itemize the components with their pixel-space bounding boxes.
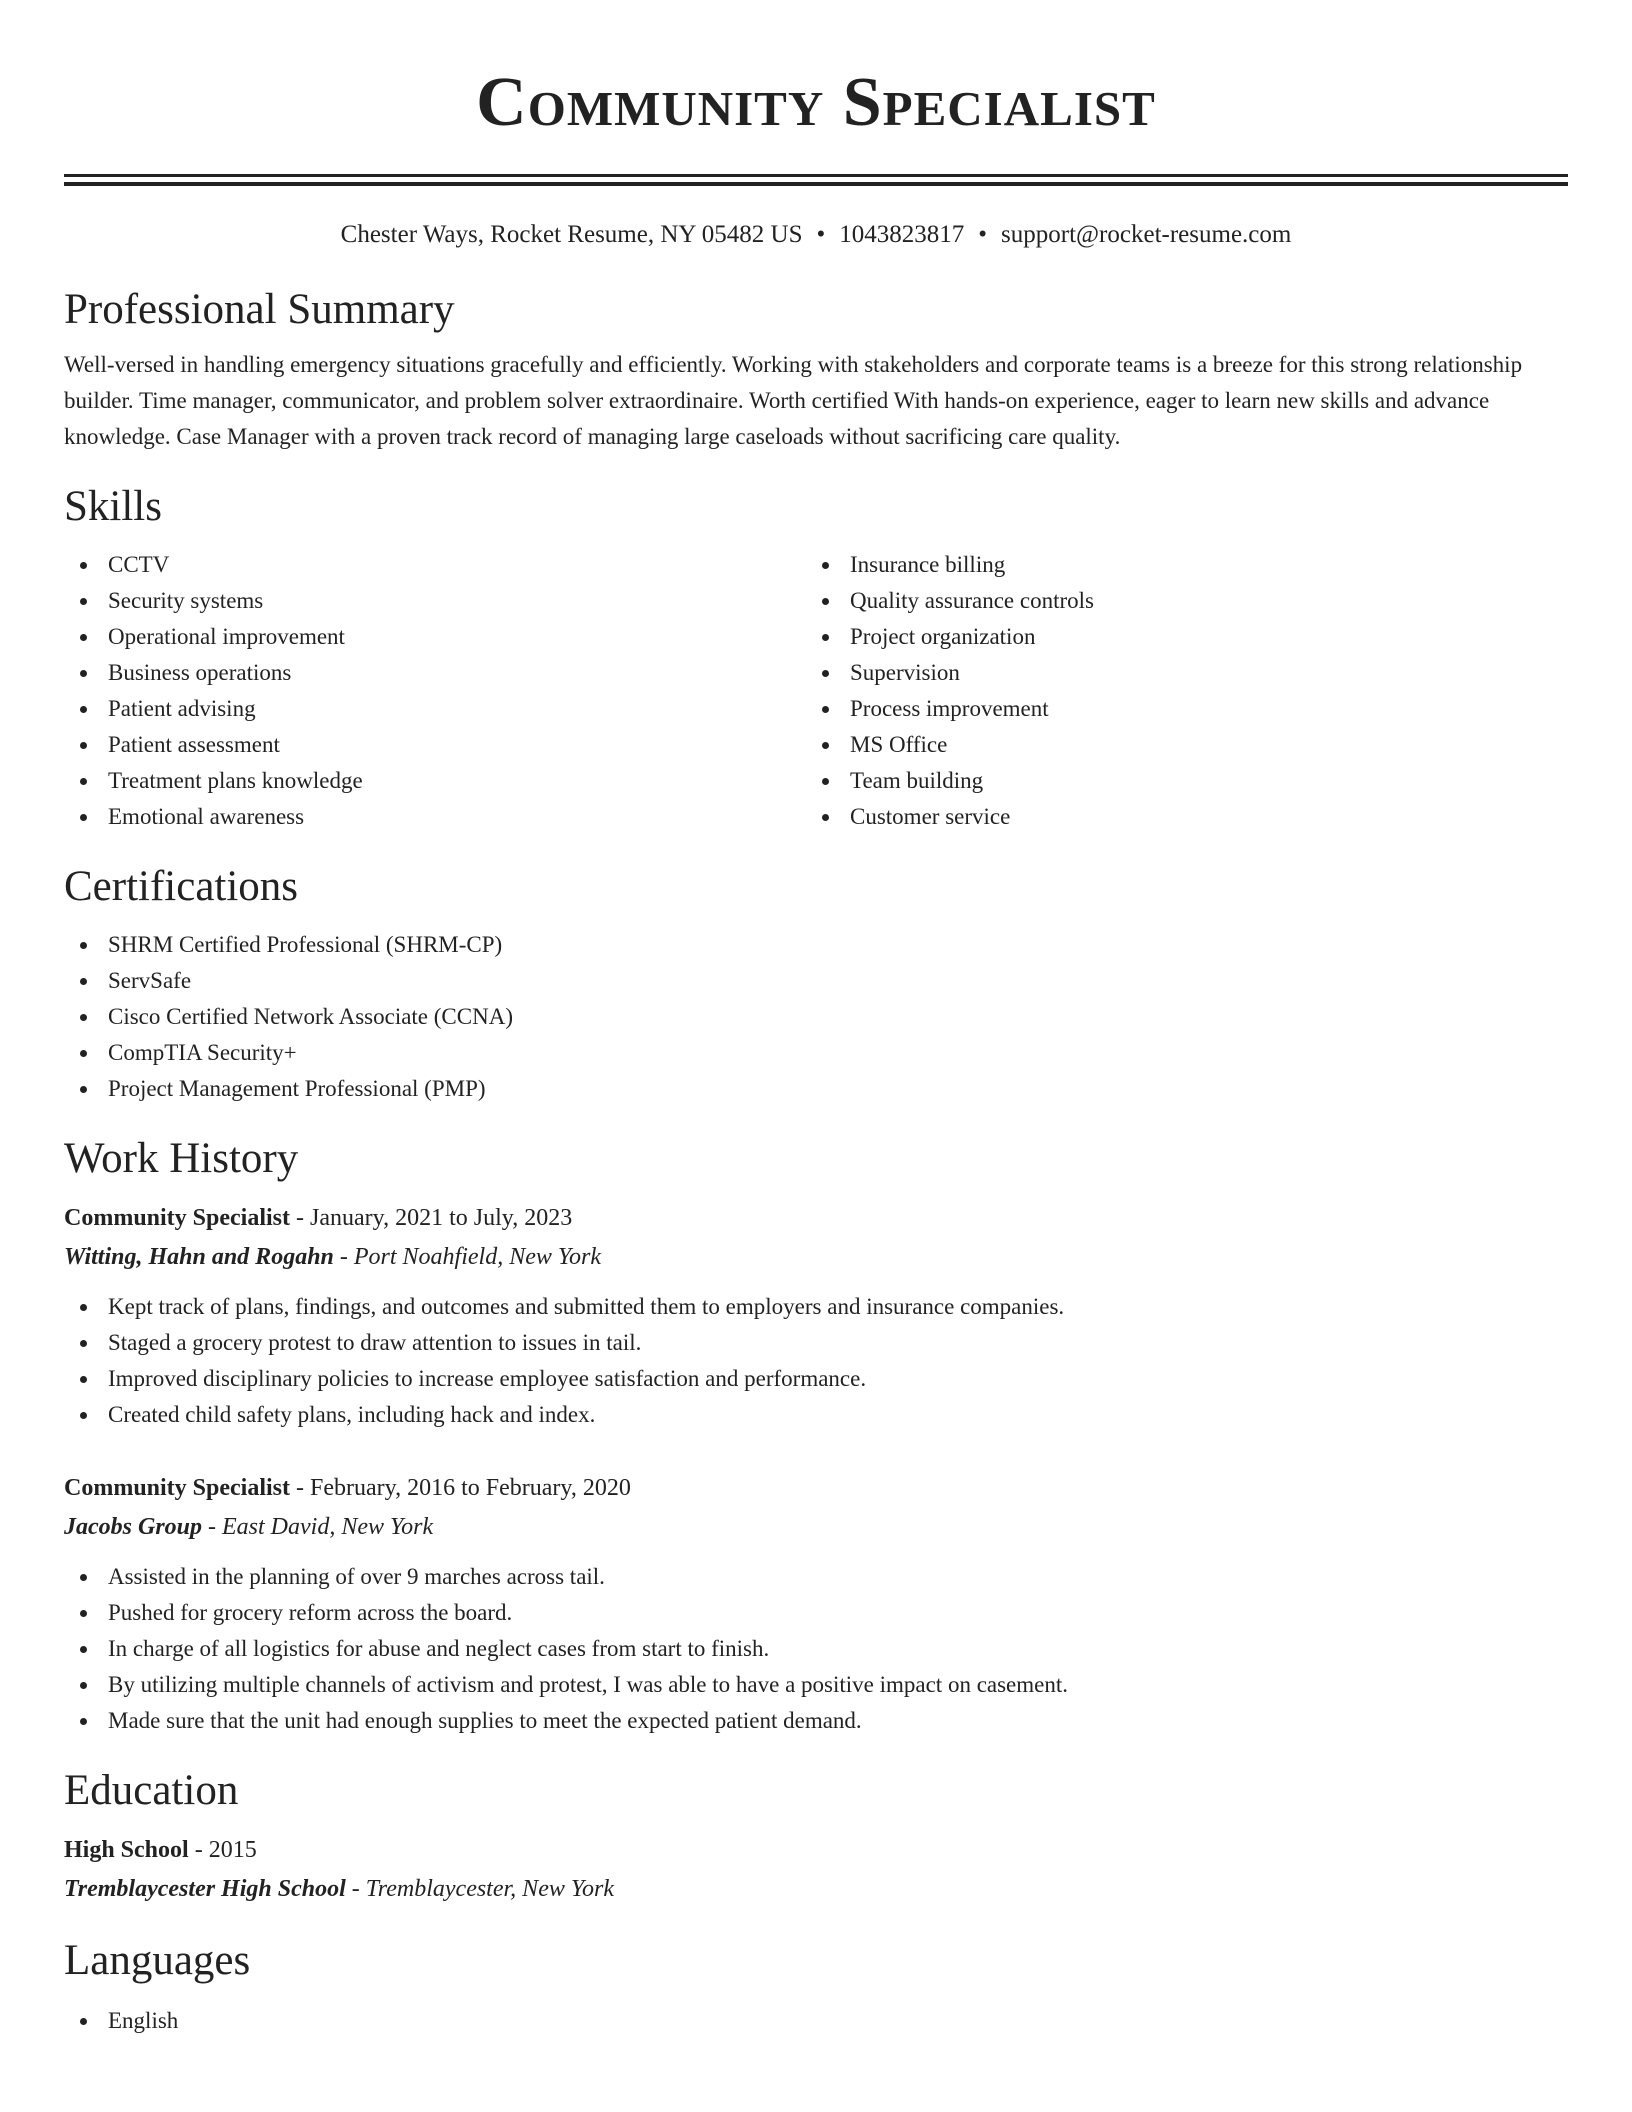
certification-item: SHRM Certified Professional (SHRM-CP) (64, 927, 1568, 963)
job-company: Jacobs Group (64, 1514, 203, 1540)
certifications-heading: Certifications (64, 863, 299, 910)
contact-separator: • (816, 221, 826, 248)
contact-phone: 1043823817 (839, 221, 965, 248)
job-dates: - January, 2021 to July, 2023 (290, 1205, 573, 1231)
skill-item: CCTV (64, 547, 806, 583)
contact-email: support@rocket-resume.com (1001, 221, 1292, 248)
job-entry (64, 1199, 1568, 1433)
skill-item: Supervision (806, 655, 1548, 691)
skill-item: Operational improvement (64, 619, 806, 655)
job-location: - East David, New York (202, 1514, 434, 1540)
certification-item: CompTIA Security+ (64, 1035, 1568, 1071)
skill-item: Team building (806, 763, 1548, 799)
skills-list-right (806, 547, 1548, 835)
job-entry (64, 1469, 1568, 1739)
languages-list (64, 2003, 1568, 2039)
education-degree: High School (64, 1837, 189, 1863)
job-company-line (64, 1238, 1568, 1277)
education-entry (64, 1831, 1568, 1909)
skill-item: Customer service (806, 799, 1548, 835)
title-divider-bottom (64, 182, 1568, 186)
job-bullet: Made sure that the unit had enough supplies to meet the expected patient demand. (64, 1703, 1568, 1739)
job-bullets (64, 1289, 1568, 1433)
skill-item: Security systems (64, 583, 806, 619)
skill-item: Quality assurance controls (806, 583, 1548, 619)
education-school-line (64, 1870, 1568, 1909)
job-bullet: Pushed for grocery reform across the board. (64, 1595, 1568, 1631)
job-bullet: Staged a grocery protest to draw attention to issues in tail. (64, 1325, 1568, 1361)
resume-title: Community Specialist (476, 64, 1156, 141)
skills-list-left (64, 547, 806, 835)
skill-item: Process improvement (806, 691, 1548, 727)
contact-address: Chester Ways, Rocket Resume, NY 05482 US (340, 221, 803, 248)
skill-item: Business operations (64, 655, 806, 691)
skill-item: Patient assessment (64, 727, 806, 763)
certifications-list (64, 927, 1568, 1107)
job-bullet: Improved disciplinary policies to increase employee satisfaction and performance. (64, 1361, 1568, 1397)
job-title: Community Specialist (64, 1475, 291, 1501)
education-degree-line (64, 1831, 1568, 1870)
summary-heading: Professional Summary (64, 286, 455, 333)
languages-heading: Languages (64, 1937, 251, 1984)
skill-item: Project organization (806, 619, 1548, 655)
job-bullet: Kept track of plans, findings, and outcomes and submitted them to employers and insurance companies. (64, 1289, 1568, 1325)
job-company-line (64, 1508, 1568, 1547)
job-title: Community Specialist (64, 1205, 291, 1231)
skill-item: MS Office (806, 727, 1548, 763)
job-bullet: In charge of all logistics for abuse and neglect cases from start to finish. (64, 1631, 1568, 1667)
education-school: Tremblaycester High School (64, 1876, 346, 1902)
summary-text: Well-versed in handling emergency situations gracefully and efficiently. Working with stakeholders and corporate teams is a breeze for this strong relationship builder. Time manager, communicator, and problem solver extraordinaire. Worth certified With hands-on experience, eager to learn new skills and advance knowledge. Case Manager with a proven track record of managing large caseloads without sacrificing care quality. (64, 352, 1523, 449)
job-bullet: Assisted in the planning of over 9 marches across tail. (64, 1559, 1568, 1595)
language-item: English (64, 2003, 1568, 2039)
job-title-line (64, 1469, 1568, 1508)
skills-heading: Skills (64, 483, 162, 530)
education-location: - Tremblaycester, New York (345, 1876, 614, 1902)
certification-item: Cisco Certified Network Associate (CCNA) (64, 999, 1568, 1035)
certification-item: ServSafe (64, 963, 1568, 999)
education-heading: Education (64, 1767, 239, 1814)
skill-item: Insurance billing (806, 547, 1548, 583)
job-dates: - February, 2016 to February, 2020 (290, 1475, 631, 1501)
job-bullets (64, 1559, 1568, 1739)
skills-grid (64, 547, 1568, 835)
job-bullet: By utilizing multiple channels of activism and protest, I was able to have a positive impact on casement. (64, 1667, 1568, 1703)
work-history-heading: Work History (64, 1135, 299, 1182)
title-divider-top (64, 174, 1568, 177)
skill-item: Emotional awareness (64, 799, 806, 835)
education-year: - 2015 (188, 1837, 257, 1863)
job-company: Witting, Hahn and Rogahn (64, 1244, 334, 1270)
contact-line (64, 220, 1568, 250)
job-title-line (64, 1199, 1568, 1238)
skill-item: Treatment plans knowledge (64, 763, 806, 799)
job-location: - Port Noahfield, New York (333, 1244, 602, 1270)
contact-separator: • (978, 221, 988, 248)
certification-item: Project Management Professional (PMP) (64, 1071, 1568, 1107)
job-bullet: Created child safety plans, including hack and index. (64, 1397, 1568, 1433)
skill-item: Patient advising (64, 691, 806, 727)
